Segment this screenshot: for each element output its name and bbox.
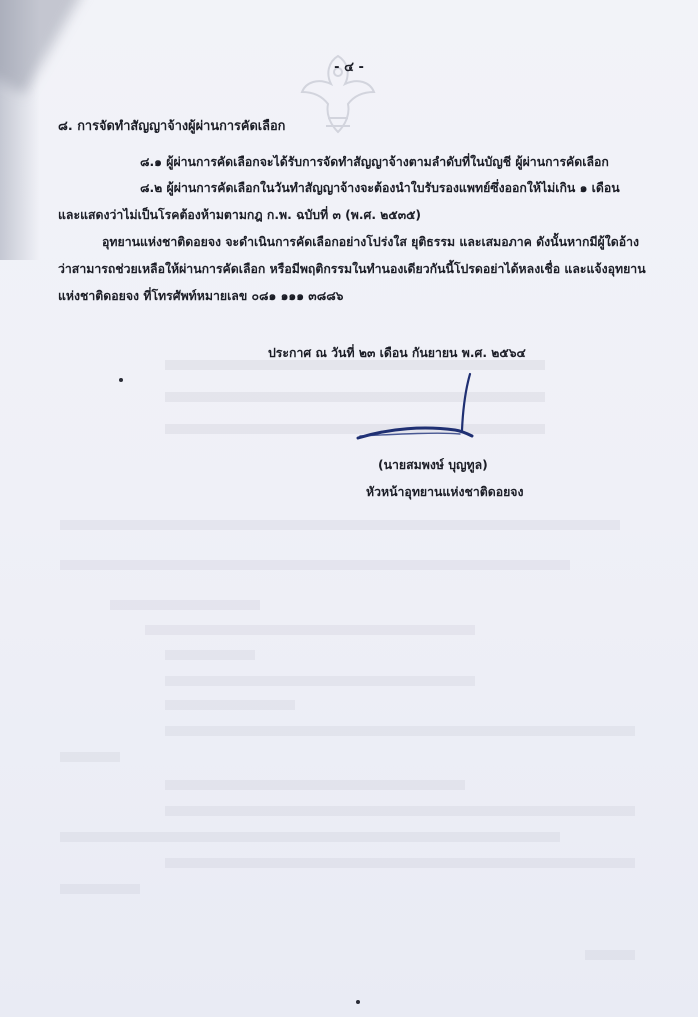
page-number: - ๔ - [334,60,364,75]
clause-8-2-line-1: ๘.๒ ผู้ผ่านการคัดเลือกในวันทำสัญญาจ้างจะต้องนำใบรับรองแพทย์ซึ่งออกให้ไม่เกิน ๑ เดือน [140,181,620,195]
notice-line-3: แห่งชาติดอยจง ที่โทรศัพท์หมายเลข ๐๘๑ ๑๑๑ ๓๘๘๖ [58,289,344,303]
signature-mark [350,368,490,448]
section-heading: ๘. การจัดทำสัญญาจ้างผู้ผ่านการคัดเลือก [58,119,286,134]
ink-speck [356,1000,360,1004]
ink-speck [119,378,123,382]
scan-corner-shadow [0,0,84,94]
signatory-position: หัวหน้าอุทยานแห่งชาติดอยจง [366,485,524,499]
clause-8-1: ๘.๑ ผู้ผ่านการคัดเลือกจะได้รับการจัดทำสัญญาจ้างตามลำดับที่ในบัญชี ผู้ผ่านการคัดเลือก [140,155,609,169]
signatory-name: (นายสมพงษ์ บุญทูล) [378,458,488,472]
notice-line-1: อุทยานแห่งชาติดอยจง จะดำเนินการคัดเลือกอย่างโปร่งใส ยุติธรรม และเสมอภาค ดังนั้นหากมีผู้ใดอ้าง [102,235,640,249]
announcement-date: ประกาศ ณ วันที่ ๒๓ เดือน กันยายน พ.ศ. ๒๕๖๔ [268,346,526,360]
notice-line-2: ว่าสามารถช่วยเหลือให้ผ่านการคัดเลือก หรือมีพฤติกรรมในทำนองเดียวกันนี้โปรดอย่าได้หลงเชื่อ และแจ้งอุทยาน [58,262,646,276]
clause-8-2-line-2: และแสดงว่าไม่เป็นโรคต้องห้ามตามกฎ ก.พ. ฉบับที่ ๓ (พ.ศ. ๒๕๓๕) [58,208,422,222]
